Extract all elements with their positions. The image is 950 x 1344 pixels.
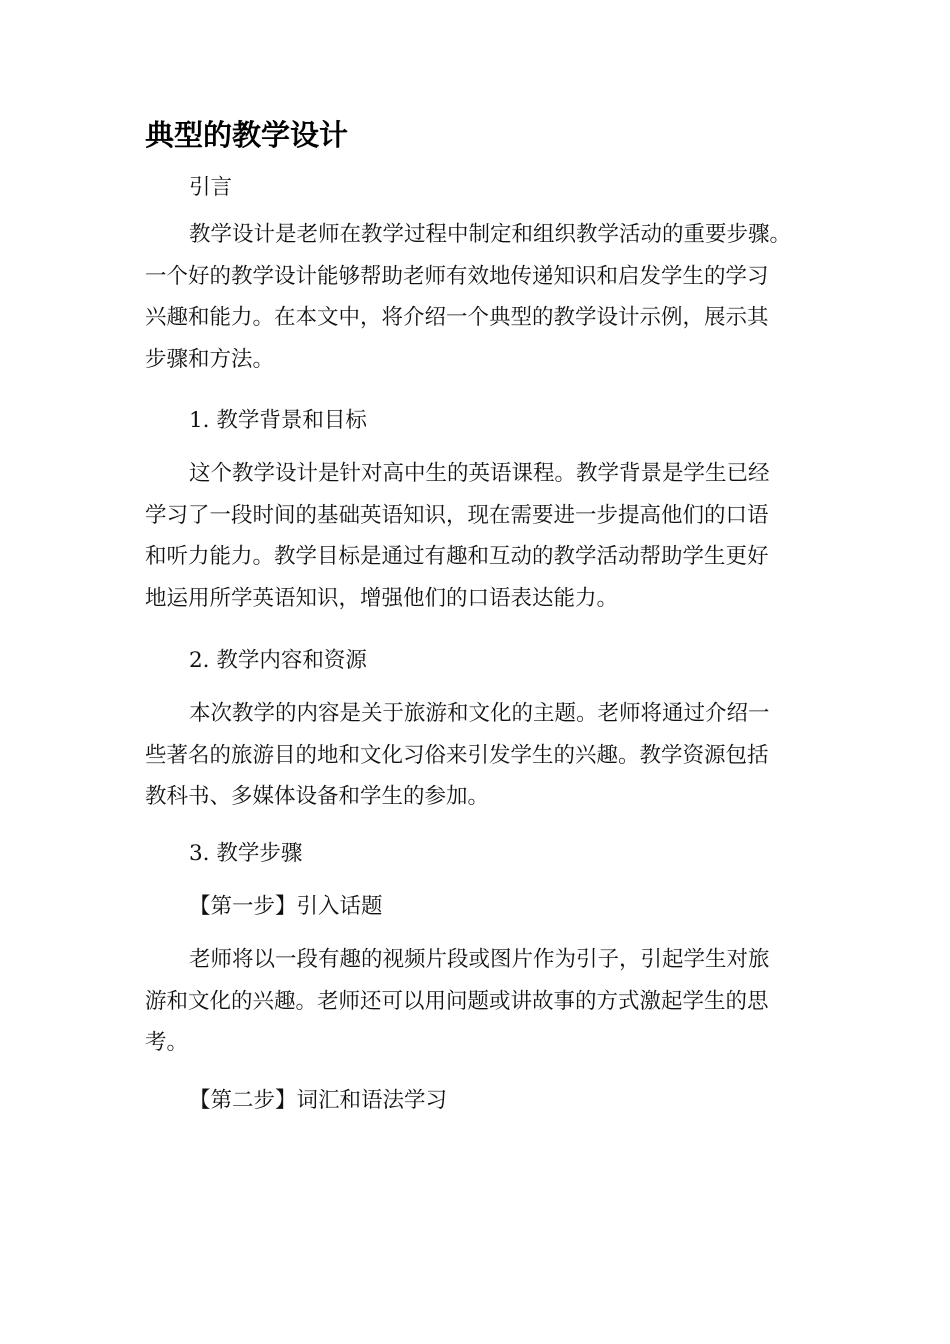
section-1-paragraph — [145, 453, 805, 619]
section-1-heading: 1. 教学背景和目标 — [189, 408, 367, 433]
paragraph-line: 这个教学设计是针对高中生的英语课程。教学背景是学生已经 — [189, 461, 770, 486]
paragraph-line: 教科书、多媒体设备和学生的参加。 — [145, 784, 490, 809]
paragraph-line: 本次教学的内容是关于旅游和文化的主题。老师将通过介绍一 — [189, 701, 770, 726]
paragraph-line: 一个好的教学设计能够帮助老师有效地传递知识和启发学生的学习 — [145, 263, 769, 289]
paragraph-line: 学习了一段时间的基础英语知识，现在需要进一步提高他们的口语 — [145, 502, 769, 528]
paragraph-line: 和听力能力。教学目标是通过有趣和互动的教学活动帮助学生更好 — [145, 544, 769, 569]
document-title: 典型的教学设计 — [145, 118, 349, 152]
paragraph-line: 步骤和方法。 — [145, 346, 275, 372]
paragraph-line: 教学设计是老师在教学过程中制定和组织教学活动的重要步骤。 — [189, 222, 792, 247]
paragraph-line: 些著名的旅游目的地和文化习俗来引发学生的兴趣。教学资源包括 — [145, 742, 769, 768]
paragraph-line: 考。 — [145, 1030, 189, 1055]
intro-heading: 引言 — [189, 175, 233, 200]
paragraph-line: 地运用所学英语知识，增强他们的口语表达能力。 — [145, 585, 619, 611]
paragraph-line: 兴趣和能力。在本文中，将介绍一个典型的教学设计示例，展示其 — [145, 305, 769, 330]
step-1-heading: 【第一步】引入话题 — [189, 894, 383, 919]
paragraph-line: 游和文化的兴趣。老师还可以用问题或讲故事的方式激起学生的思 — [145, 988, 769, 1014]
step-1-paragraph — [145, 939, 805, 1064]
section-2-heading: 2. 教学内容和资源 — [189, 648, 367, 673]
section-2-paragraph — [145, 693, 805, 818]
section-3-heading: 3. 教学步骤 — [189, 841, 303, 866]
paragraph-line: 老师将以一段有趣的视频片段或图片作为引子，引起学生对旅 — [189, 947, 770, 972]
intro-paragraph — [145, 214, 805, 380]
step-2-heading: 【第二步】词汇和语法学习 — [189, 1088, 448, 1113]
